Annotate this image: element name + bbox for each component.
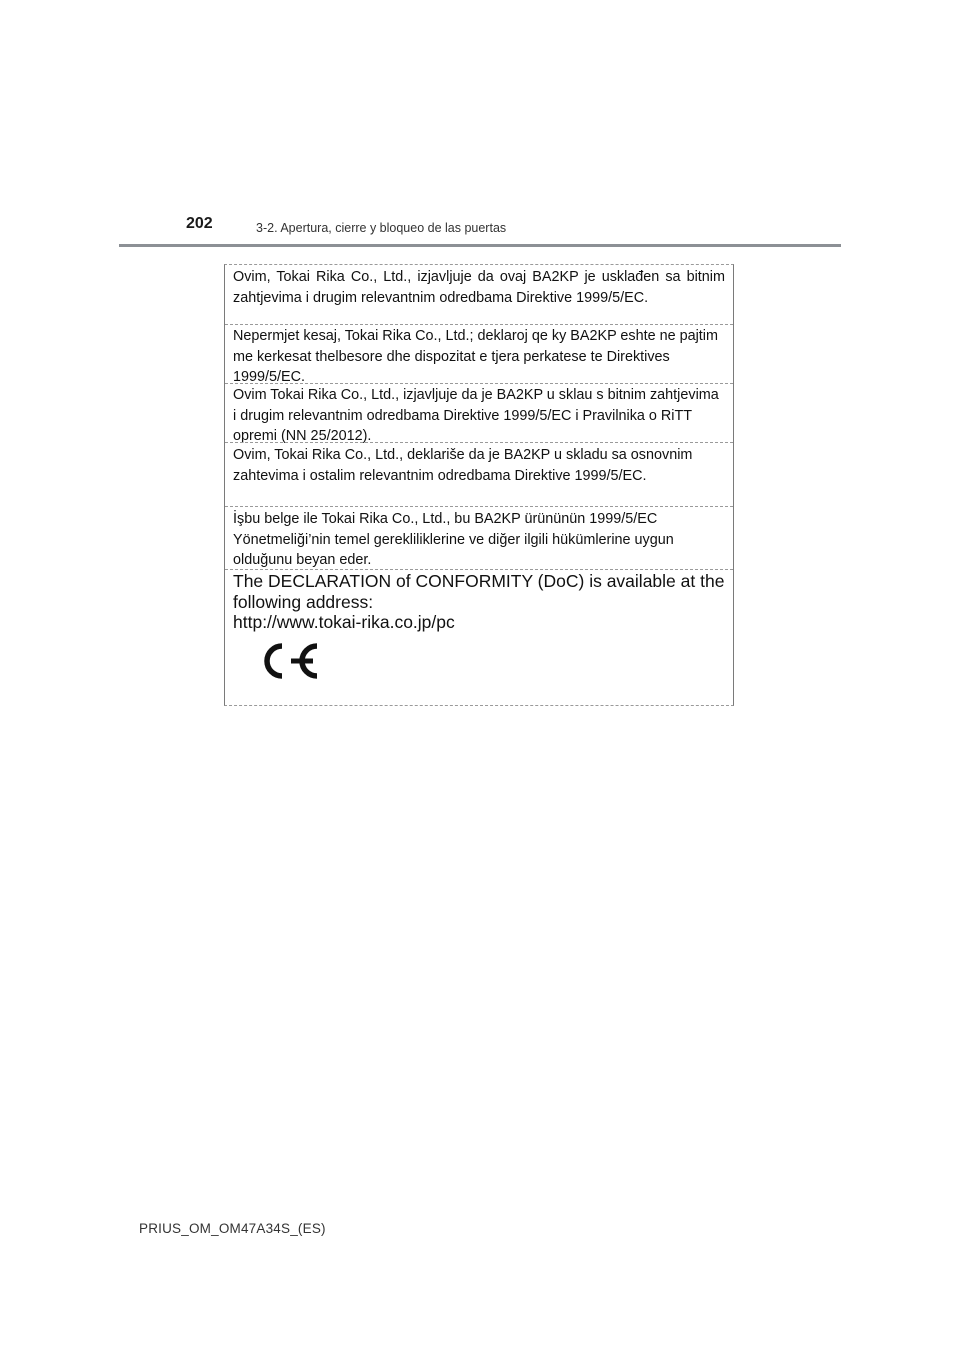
declaration-serbian: Ovim, Tokai Rika Co., Ltd., deklariše da je BA2KP u skladu sa osnovnim zahtevima i ostalim relevantnim odredbama Direktive 1999/5/EC. [233,447,693,484]
ce-mark-icon [255,640,321,682]
declaration-croatian: Ovim Tokai Rika Co., Ltd., izjavljuje da je BA2KP u sklau s bitnim zahtjevima i drugim relevantnim odredbama Direktive 1999/5/EC i Pravilnika o RiTT opremi (NN 25/2012). [233,387,719,444]
section-title: 3-2. Apertura, cierre y bloqueo de las puertas [256,221,507,235]
section-divider [225,442,733,443]
footer-doc-code: PRIUS_OM_OM47A34S_(ES) [139,1221,326,1236]
section-divider [225,506,733,507]
declaration-box [224,264,734,706]
doc-notice-line1: The DECLARATION of CONFORMITY (DoC) is available at the [233,571,725,591]
declaration-albanian: Nepermjet kesaj, Tokai Rika Co., Ltd.; deklaroj qe ky BA2KP eshte ne pajtim me kerkesat thelbesore dhe dispozitat e tjera perkatese te Direktives 1999/5/EC. [233,328,718,385]
section-divider [225,569,733,570]
doc-notice-line2: following address: [233,591,374,612]
doc-notice [233,571,729,633]
doc-url: http://www.tokai-rika.co.jp/pc [233,612,455,632]
declaration-bosnian: Ovim, Tokai Rika Co., Ltd., izjavljuje da ovaj BA2KP je usklađen sa bitnim zahtjevima i drugim relevantnim odredbama Direktive 1999/5/EC. [233,269,725,306]
page-number: 202 [186,215,213,232]
header-rule [119,244,841,247]
section-divider [225,324,733,325]
section-divider [225,383,733,384]
declaration-turkish: İşbu belge ile Tokai Rika Co., Ltd., bu BA2KP ürününün 1999/5/EC Yönetmeliği’nin temel gerekliliklerine ve diğer ilgili hükümlerine uygun olduğunu beyan eder. [233,511,674,568]
